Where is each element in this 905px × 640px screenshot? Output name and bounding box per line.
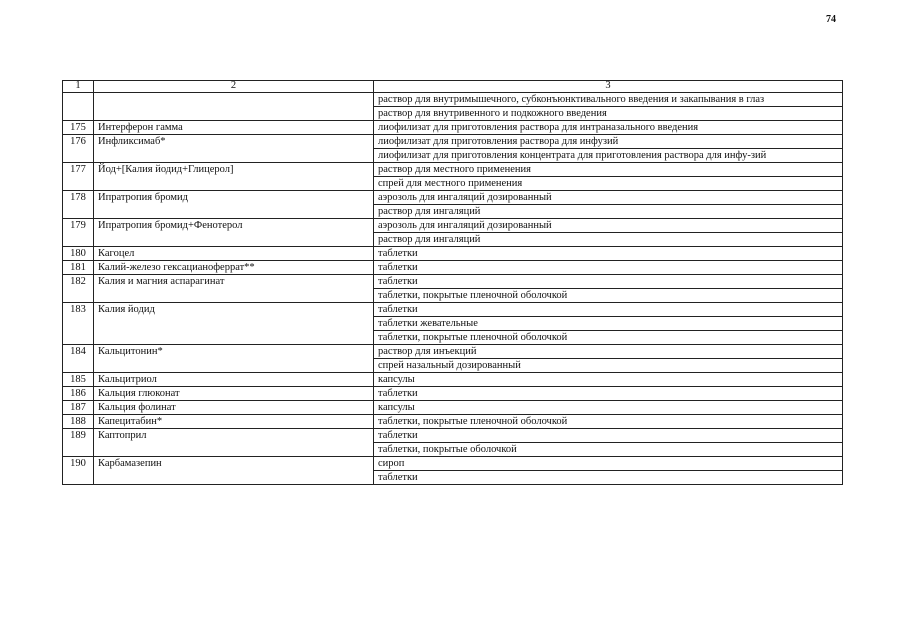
drug-name: Каптоприл	[94, 428, 374, 456]
table-row	[63, 260, 843, 274]
row-number: 188	[63, 414, 94, 428]
table-row	[63, 190, 843, 204]
drug-name: Ипратропия бромид+Фенотерол	[94, 218, 374, 246]
drug-table	[62, 80, 843, 485]
drug-name: Кальцитонин*	[94, 344, 374, 372]
dosage-form: таблетки, покрытые пленочной оболочкой	[374, 414, 843, 428]
drug-name: Капецитабин*	[94, 414, 374, 428]
dosage-form: таблетки	[374, 428, 843, 442]
dosage-form: таблетки	[374, 246, 843, 260]
drug-name: Калия и магния аспарагинат	[94, 274, 374, 302]
table-row	[63, 372, 843, 386]
header-col-1: 1	[63, 81, 94, 93]
row-number: 180	[63, 246, 94, 260]
dosage-form: аэрозоль для ингаляций дозированный	[374, 190, 843, 204]
row-number: 181	[63, 260, 94, 274]
dosage-form: спрей назальный дозированный	[374, 358, 843, 372]
dosage-form: раствор для местного применения	[374, 162, 843, 176]
table-row	[63, 274, 843, 288]
dosage-form: таблетки жевательные	[374, 316, 843, 330]
dosage-form: таблетки	[374, 302, 843, 316]
row-number: 179	[63, 218, 94, 246]
table-row	[63, 400, 843, 414]
dosage-form: спрей для местного применения	[374, 176, 843, 190]
header-row	[63, 81, 843, 93]
row-number: 186	[63, 386, 94, 400]
table-row	[63, 344, 843, 358]
page-number: 74	[826, 14, 836, 25]
drug-name: Калия йодид	[94, 302, 374, 344]
dosage-form: лиофилизат для приготовления концентрата для приготовления раствора для инфу-зий	[374, 148, 843, 162]
drug-name: Инфликсимаб*	[94, 134, 374, 162]
row-number: 182	[63, 274, 94, 302]
table-row	[63, 218, 843, 232]
dosage-form: лиофилизат для приготовления раствора для инфузий	[374, 134, 843, 148]
dosage-form: лиофилизат для приготовления раствора для интраназального введения	[374, 120, 843, 134]
dosage-form: таблетки	[374, 470, 843, 484]
row-number: 187	[63, 400, 94, 414]
row-number: 190	[63, 456, 94, 484]
table-row	[63, 134, 843, 148]
drug-name: Калий-железо гексацианоферрат**	[94, 260, 374, 274]
dosage-form: раствор для ингаляций	[374, 204, 843, 218]
table-row	[63, 120, 843, 134]
table-row	[63, 92, 843, 106]
dosage-form: раствор для внутримышечного, субконъюнктивального введения и закапывания в глаз	[374, 92, 843, 106]
row-number: 185	[63, 372, 94, 386]
row-number: 177	[63, 162, 94, 190]
header-col-3: 3	[374, 81, 843, 93]
drug-name	[94, 92, 374, 120]
drug-name: Кальцитриол	[94, 372, 374, 386]
drug-name: Кагоцел	[94, 246, 374, 260]
table-header	[63, 81, 843, 93]
dosage-form: раствор для ингаляций	[374, 232, 843, 246]
dosage-form: раствор для внутривенного и подкожного введения	[374, 106, 843, 120]
dosage-form: аэрозоль для ингаляций дозированный	[374, 218, 843, 232]
row-number: 183	[63, 302, 94, 344]
drug-name: Ипратропия бромид	[94, 190, 374, 218]
drug-name: Йод+[Калия йодид+Глицерол]	[94, 162, 374, 190]
dosage-form: таблетки, покрытые пленочной оболочкой	[374, 330, 843, 344]
table-body	[63, 92, 843, 484]
dosage-form: таблетки	[374, 274, 843, 288]
row-number	[63, 92, 94, 120]
table-row	[63, 302, 843, 316]
table-row	[63, 386, 843, 400]
drug-name: Кальция глюконат	[94, 386, 374, 400]
table-row	[63, 246, 843, 260]
dosage-form: таблетки, покрытые пленочной оболочкой	[374, 288, 843, 302]
drug-name: Интерферон гамма	[94, 120, 374, 134]
table-row	[63, 162, 843, 176]
row-number: 175	[63, 120, 94, 134]
header-col-2: 2	[94, 81, 374, 93]
dosage-form: таблетки, покрытые оболочкой	[374, 442, 843, 456]
table-row	[63, 414, 843, 428]
row-number: 184	[63, 344, 94, 372]
dosage-form: капсулы	[374, 400, 843, 414]
dosage-form: таблетки	[374, 260, 843, 274]
row-number: 176	[63, 134, 94, 162]
dosage-form: таблетки	[374, 386, 843, 400]
table-row	[63, 428, 843, 442]
row-number: 178	[63, 190, 94, 218]
row-number: 189	[63, 428, 94, 456]
dosage-form: сироп	[374, 456, 843, 470]
dosage-form: капсулы	[374, 372, 843, 386]
dosage-form: раствор для инъекций	[374, 344, 843, 358]
table-row	[63, 456, 843, 470]
drug-name: Карбамазепин	[94, 456, 374, 484]
drug-name: Кальция фолинат	[94, 400, 374, 414]
